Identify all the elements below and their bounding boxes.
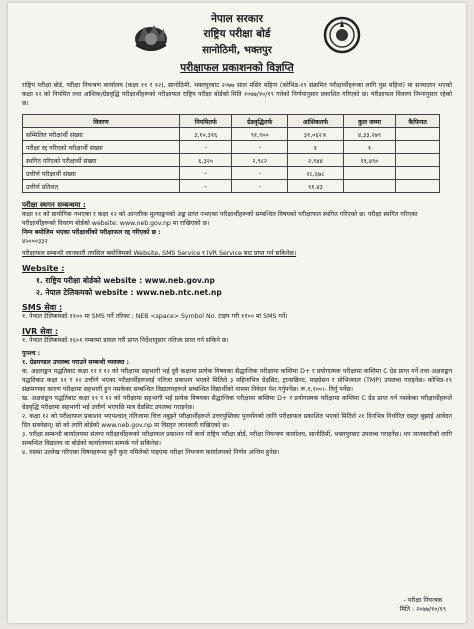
postscript-title: पुनश्च :: [22, 350, 41, 357]
table-cell: १: [288, 141, 344, 154]
table-row: [23, 167, 440, 180]
table-row: [23, 154, 440, 167]
table-cell: [343, 167, 395, 180]
signature-date: मिति : २०७७/१०/१९: [399, 606, 446, 613]
table-header-cell: कैफियत: [396, 115, 440, 128]
notice-page: [8, 3, 466, 623]
table-cell: स्थगित गरिएको परीक्षार्थी संख्या: [23, 154, 180, 167]
website-heading: Website :: [22, 264, 65, 273]
table-cell: २,९८२: [232, 154, 288, 167]
table-row: [23, 128, 440, 141]
table-cell: उत्तीर्ण प्रतिशत: [23, 180, 180, 193]
table-cell: [396, 167, 440, 180]
postscript-item3: ३. परीक्षा सम्बन्धी कार्यालयमा संलग्न परीक्षार्थीहरूको परीक्षाफल प्रकाशन गर्ने कार्य राष्ट्रिय परीक्षा बोर्ड, परीक्षा नियन्त्रण कार्यालय, सानोठिमी, भक्तपुरबाट उपलब्ध गराइनेछ। थप जानकारीको लागि सम्बन्धित विद्यालय वा बोर्डको कार्यालयमा सम्पर्क गर्न सकिनेछ।: [22, 431, 452, 447]
table-cell: ३१,०६२×: [288, 128, 344, 141]
table-cell: ६,३२०: [180, 154, 232, 167]
table-cell: [396, 128, 440, 141]
cancel-text: निम्न बमोजिम भएका परीक्षार्थीको परीक्षाफल रद्द गरिएको छ :: [22, 229, 161, 236]
table-cell: [396, 141, 440, 154]
postscript-item1-b: ख. अक्षराङ्कन पद्धतिबाट कक्षा ११ र १२ को परीक्षामा सहभागी भई प्रत्येक विषयका सैद्धान्तिक परीक्षामा कम्तिमा D+ र प्रयोगात्मक परीक्षामा कम्तिमा C ग्रेड प्राप्त गर्न नसकेका परीक्षार्थीहरूले ग्रेडवृद्धि परीक्षामा सहभागी भई उत्तीर्ण भएपछि मात्र ग्रेडसिट उपलब्ध गराइनेछ।: [22, 395, 452, 411]
postpone-text: कक्षा ११ को प्रायोगिक नभएका र कक्षा १२ को आन्तरिक मूल्याङ्कनको अङ्क प्राप्त नभएका परीक्षार्थीहरूको सम्बन्धित विषयको परीक्षाफल स्थगित गरिएको छ। परीक्षा स्थगित गरिएका परीक्षार्थीहरूको विवरण बोर्डको website: www.neb.gov.np मा राखिएको छ।: [22, 211, 418, 227]
intro-paragraph: राष्ट्रिय परीक्षा बोर्ड, परीक्षा नियन्त्रण कार्यालय (कक्षा ११ र १२), सानोठिमी, भक्तपुरबाट २०७७ साल मंसिर महिना (कोभिड-१९ संक्रमित परीक्षार्थीहरूका लागि पुस महिना) मा सञ्चालन भएको कक्षा १२ को नियमित तथा आंशिक/ग्रेडवृद्धि परीक्षार्थीहरूको परीक्षाफल राष्ट्रिय परीक्षा बोर्डको मिति २०७७/१०/१९ गतेको निर्णयानुसार प्रकाशित गरिएको छ। परीक्षाफल विवरण निम्नानुसार रहेको छ।: [22, 82, 452, 107]
signature-block: [400, 596, 446, 614]
result-info-text: परीक्षाफल सम्बन्धी जानकारी तपसिल बमोजिमको Website, SMS Service र IVR Service बाट प्राप्त गर्न सकिनेछ।: [22, 250, 297, 257]
sms-title: SMS सेवा :: [22, 303, 63, 312]
table-header-row: [23, 115, 440, 128]
table-cell: २८,६७८: [288, 167, 344, 180]
table-cell: -: [180, 141, 232, 154]
postscript-section: [8, 349, 466, 457]
sms-text: १. नेपाल टेलिकमको ११०० मा SMS गर्ने तरिका : NEB <space> Symbol No. टाइप गरी ११०० मा SMS गर्ने।: [22, 313, 288, 320]
postscript-item4: ४. यसमा उल्लेख गरिएका विषयहरूमा कुनै कुरा नमिलेको पाइएमा परीक्षा नियन्त्रण कार्यालयको निर्णय अन्तिम हुनेछ।: [22, 449, 280, 456]
postpone-section: [8, 201, 466, 297]
neb-logo-icon: [323, 15, 361, 55]
postscript-item1-head: १. ग्रेडमण्डल उपलब्ध गराउने सम्बन्धी व्यवस्था :: [22, 359, 130, 366]
table-cell: -: [232, 141, 288, 154]
notice-title: परीक्षाफल प्रकाशनको विज्ञप्ति: [180, 62, 294, 74]
header-line3: सानोठिमी, भक्तपुर: [202, 45, 272, 56]
table-cell: ४,३३,२७९: [343, 128, 395, 141]
table-cell: -: [180, 167, 232, 180]
table-header-cell: आंशिकतर्फ: [288, 115, 344, 128]
ivr-section: [8, 327, 466, 345]
table-cell: -: [232, 180, 288, 193]
table-cell: सम्मिलित परीक्षार्थी संख्या: [23, 128, 180, 141]
result-table: [22, 114, 440, 193]
sms-section: [8, 303, 466, 321]
postscript-item1-a: क. अक्षराङ्कन पद्धतिबाट कक्षा ११ र १२ को परीक्षामा सहभागी भई दुवै कक्षामा प्रत्येक विषयका सैद्धान्तिक परीक्षामा कम्तिमा D+ र प्रयोगात्मक परीक्षामा कम्तिमा C ग्रेड प्राप्त गर्ने तथा अक्षराङ्कन पद्धतिबाट कक्षा ११ र १२ उत्तीर्ण भएका परीक्षार्थीहरूलाई नतिजा प्रकाशन भएको मितिले ३ महिनाभित्र ग्रेडसिट, ट्रान्सक्रिप्ट, माइग्रेसन र प्रोभिजनल (TMP) उपलब्ध गराइनेछ। कोभिड-१९ संक्रमणका कारण परीक्षामा सहभागी हुन नसकेका सम्बन्धित विद्यालयहरूले सम्बन्धित विद्यार्थीको नाममा निवेदन पेश गर्नुपर्नेछ। रू.१,१००।- तिर्नु पर्नेछ।: [22, 368, 452, 393]
table-cell: -: [180, 180, 232, 193]
table-cell: ९१,९००: [232, 128, 288, 141]
table-cell: परीक्षा रद्द गरिएको परीक्षार्थी संख्या: [23, 141, 180, 154]
table-cell: १: [343, 141, 395, 154]
table-cell: [343, 180, 395, 193]
table-header-cell: विवरण: [23, 115, 180, 128]
signature-office: - परीक्षा नियन्त्रक: [403, 597, 443, 604]
postscript-item2: २. कक्षा १२ को परीक्षाफल प्रकाशन भएपश्चात् नतिजामा चित्त नबुझ्ने परीक्षार्थीहरूले उत्तरपुस्तिका पुनर्योगको लागि परीक्षाफल प्रकाशित भएको मितिले २१ दिनभित्र निर्धारित दस्तुर बुझाई आवेदन दिन सक्नेछन्। सो को लागि बोर्डको www.neb.gov.np मा विस्तृत जानकारी राखिएको छ।: [22, 413, 452, 429]
table-header-cell: नियमितर्फ: [180, 115, 232, 128]
website-link-neb: १. राष्ट्रिय परीक्षा बोर्डको website : www.neb.gov.np: [36, 276, 215, 285]
table-cell: २,९४४: [288, 154, 344, 167]
table-cell: [396, 180, 440, 193]
table-cell: उत्तीर्ण परीक्षार्थी संख्या: [23, 167, 180, 180]
cancelled-symbol: ४५०००३३२: [22, 238, 48, 245]
ivr-title: IVR सेवा :: [22, 327, 59, 336]
table-row: [23, 141, 440, 154]
ivr-text: १. नेपाल टेलिकमको १६०१ नम्बरमा डायल गरी प्राप्त निर्देशानुसार नतिजा प्राप्त गर्न सकिने छ।: [22, 337, 229, 344]
table-row: [23, 180, 440, 193]
table-cell: [396, 154, 440, 167]
header-line2: राष्ट्रिय परीक्षा बोर्ड: [203, 28, 271, 40]
postpone-title: परीक्षा स्थगन सम्बन्धमा :: [22, 201, 86, 209]
header-line1: नेपाल सरकार: [211, 13, 263, 25]
table-cell: ३,१०,३१६: [180, 128, 232, 141]
notice-header: [8, 3, 466, 61]
table-header-cell: कुल जम्मा: [343, 115, 395, 128]
table-header-cell: ग्रेडवृद्धितर्फ: [232, 115, 288, 128]
table-cell: -: [232, 167, 288, 180]
table-cell: ११,४९०: [343, 154, 395, 167]
table-cell: ९१.४३: [288, 180, 344, 193]
website-link-ntc: २. नेपाल टेलिकमको website : www.neb.ntc.net.np: [36, 288, 222, 297]
